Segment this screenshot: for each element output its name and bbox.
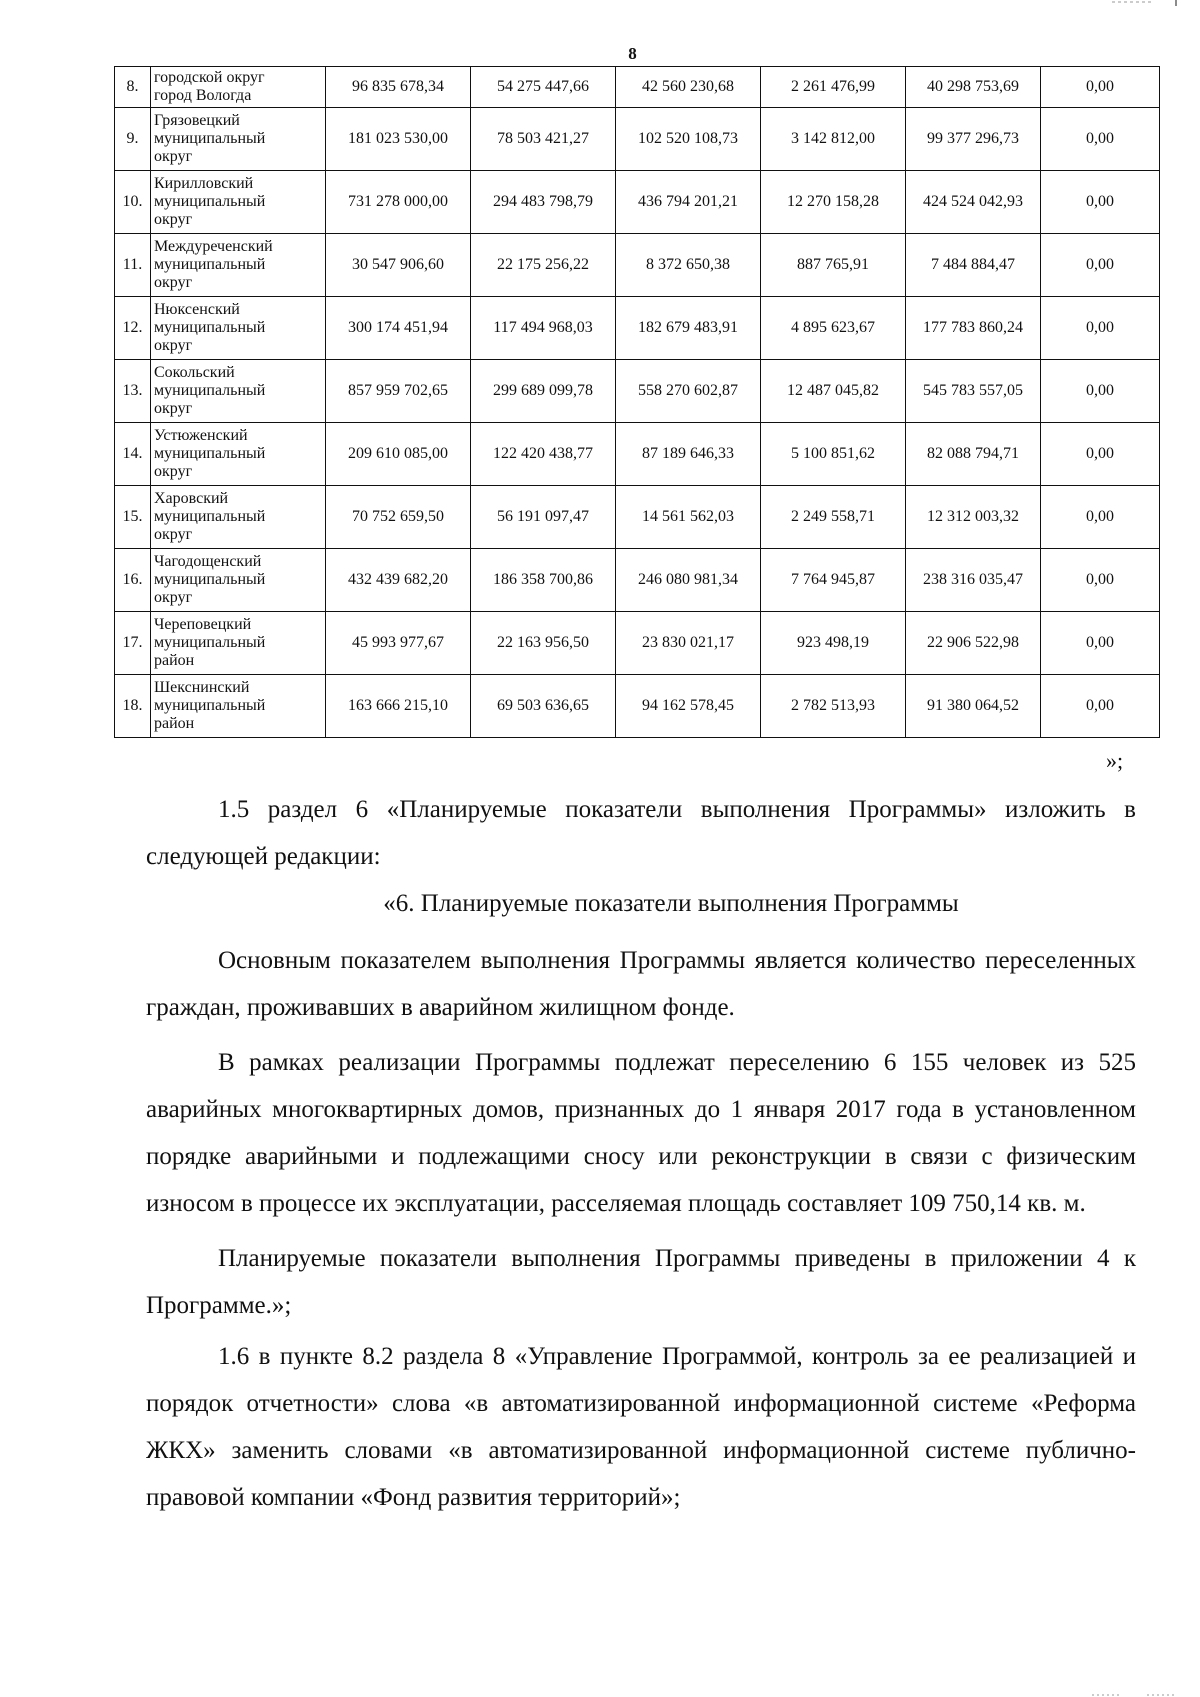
funding-table	[114, 66, 1160, 738]
row-number: 12.	[115, 297, 151, 360]
amount-cell: 300 174 451,94	[326, 297, 471, 360]
municipality-name-line: округ	[154, 148, 193, 165]
municipality-name-line: Чагодощенский	[154, 553, 262, 570]
municipality-name-line: Устюженский	[154, 427, 248, 444]
amount-cell: 54 275 447,66	[471, 67, 616, 108]
municipality-name-line: Кирилловский	[154, 175, 254, 192]
amount-cell: 40 298 753,69	[906, 67, 1041, 108]
municipality-name	[151, 297, 326, 360]
municipality-name-line: муниципальный	[154, 193, 266, 210]
amount-cell: 163 666 215,10	[326, 675, 471, 738]
amount-cell: 8 372 650,38	[616, 234, 761, 297]
amount-cell: 94 162 578,45	[616, 675, 761, 738]
amount-cell: 96 835 678,34	[326, 67, 471, 108]
municipality-name-line: муниципальный	[154, 445, 266, 462]
amount-cell: 0,00	[1041, 486, 1160, 549]
amount-cell: 102 520 108,73	[616, 108, 761, 171]
amount-cell: 22 175 256,22	[471, 234, 616, 297]
amount-cell: 299 689 099,78	[471, 360, 616, 423]
paragraph-main-indicator: Основным показателем выполнения Программы является количество переселенных граждан, проживавших в аварийном жилищном фонде.	[146, 947, 1136, 1021]
municipality-name	[151, 234, 326, 297]
municipality-name	[151, 549, 326, 612]
amount-cell: 45 993 977,67	[326, 612, 471, 675]
amount-cell: 181 023 530,00	[326, 108, 471, 171]
paragraph-indicators: Планируемые показатели выполнения Программы приведены в приложении 4 к Программе.»;	[146, 1245, 1136, 1319]
amount-cell: 12 487 045,82	[761, 360, 906, 423]
amount-cell: 30 547 906,60	[326, 234, 471, 297]
municipality-name-line: город Вологда	[154, 87, 252, 104]
amount-cell: 22 906 522,98	[906, 612, 1041, 675]
amount-cell: 7 484 884,47	[906, 234, 1041, 297]
municipality-name	[151, 423, 326, 486]
amount-cell: 0,00	[1041, 675, 1160, 738]
amount-cell: 2 249 558,71	[761, 486, 906, 549]
row-number: 10.	[115, 171, 151, 234]
municipality-name-line: муниципальный	[154, 319, 266, 336]
table-row	[115, 360, 1160, 423]
amount-cell: 5 100 851,62	[761, 423, 906, 486]
amount-cell: 545 783 557,05	[906, 360, 1041, 423]
amount-cell: 209 610 085,00	[326, 423, 471, 486]
paragraph-1-5: 1.5 раздел 6 «Планируемые показатели выполнения Программы» изложить в следующей редакции:	[146, 796, 1136, 870]
municipality-name	[151, 675, 326, 738]
municipality-name-line: округ	[154, 463, 193, 480]
municipality-name	[151, 67, 326, 108]
row-number: 13.	[115, 360, 151, 423]
municipality-name-line: Грязовецкий	[154, 112, 240, 129]
amount-cell: 78 503 421,27	[471, 108, 616, 171]
row-number: 8.	[115, 67, 151, 108]
amount-cell: 3 142 812,00	[761, 108, 906, 171]
amount-cell: 182 679 483,91	[616, 297, 761, 360]
amount-cell: 0,00	[1041, 67, 1160, 108]
municipality-name-line: Череповецкий	[154, 616, 252, 633]
municipality-name	[151, 360, 326, 423]
paragraph-resettlement: В рамках реализации Программы подлежат переселению 6 155 человек из 525 аварийных многоквартирных домов, признанных до 1 января 2017 года в установленном порядке аварийными и подлежащими сносу или реконструкции в связи с физическим износом в процессе их эксплуатации, расселяемая площадь составляет 109 750,14 кв. м.	[146, 1049, 1136, 1217]
municipality-name-line: муниципальный	[154, 508, 266, 525]
scan-mark-top	[1112, 0, 1182, 6]
municipality-name-line: район	[154, 715, 195, 732]
municipality-name-line: Сокольский	[154, 364, 235, 381]
municipality-name	[151, 486, 326, 549]
row-number: 11.	[115, 234, 151, 297]
municipality-name	[151, 612, 326, 675]
amount-cell: 117 494 968,03	[471, 297, 616, 360]
amount-cell: 99 377 296,73	[906, 108, 1041, 171]
paragraph-1-6: 1.6 в пункте 8.2 раздела 8 «Управление Программой, контроль за ее реализацией и порядок отчетности» слова «в автоматизированной информационной системе «Реформа ЖКХ» заменить словами «в автоматизированной информационной системе публично-правовой компании «Фонд развития территорий»;	[146, 1343, 1136, 1511]
table-row	[115, 486, 1160, 549]
amount-cell: 0,00	[1041, 549, 1160, 612]
municipality-name-line: муниципальный	[154, 256, 266, 273]
municipality-name-line: муниципальный	[154, 382, 266, 399]
municipality-name-line: Шекснинский	[154, 679, 250, 696]
amount-cell: 432 439 682,20	[326, 549, 471, 612]
table-row	[115, 549, 1160, 612]
amount-cell: 14 561 562,03	[616, 486, 761, 549]
row-number: 16.	[115, 549, 151, 612]
amount-cell: 294 483 798,79	[471, 171, 616, 234]
municipality-name-line: Междуреченский	[154, 238, 273, 255]
table-row	[115, 297, 1160, 360]
municipality-name-line: округ	[154, 526, 193, 543]
amount-cell: 0,00	[1041, 234, 1160, 297]
municipality-name-line: Нюксенский	[154, 301, 240, 318]
page-number: 8	[628, 44, 637, 63]
amount-cell: 4 895 623,67	[761, 297, 906, 360]
amount-cell: 923 498,19	[761, 612, 906, 675]
table-row	[115, 423, 1160, 486]
amount-cell: 91 380 064,52	[906, 675, 1041, 738]
table-row	[115, 67, 1160, 108]
table-row	[115, 612, 1160, 675]
amount-cell: 23 830 021,17	[616, 612, 761, 675]
municipality-name	[151, 108, 326, 171]
table-row	[115, 234, 1160, 297]
municipality-name-line: округ	[154, 589, 193, 606]
amount-cell: 246 080 981,34	[616, 549, 761, 612]
amount-cell: 0,00	[1041, 108, 1160, 171]
amount-cell: 0,00	[1041, 360, 1160, 423]
amount-cell: 12 270 158,28	[761, 171, 906, 234]
row-number: 9.	[115, 108, 151, 171]
municipality-name-line: муниципальный	[154, 634, 266, 651]
amount-cell: 87 189 646,33	[616, 423, 761, 486]
scan-mark-bottom	[1092, 1691, 1182, 1697]
amount-cell: 56 191 097,47	[471, 486, 616, 549]
municipality-name-line: район	[154, 652, 195, 669]
amount-cell: 22 163 956,50	[471, 612, 616, 675]
municipality-name-line: округ	[154, 337, 193, 354]
municipality-name-line: Харовский	[154, 490, 229, 507]
table-row	[115, 675, 1160, 738]
amount-cell: 2 782 513,93	[761, 675, 906, 738]
municipality-name-line: округ	[154, 274, 193, 291]
municipality-name-line: округ	[154, 400, 193, 417]
amount-cell: 0,00	[1041, 612, 1160, 675]
amount-cell: 42 560 230,68	[616, 67, 761, 108]
amount-cell: 731 278 000,00	[326, 171, 471, 234]
municipality-name	[151, 171, 326, 234]
row-number: 14.	[115, 423, 151, 486]
amount-cell: 7 764 945,87	[761, 549, 906, 612]
amount-cell: 2 261 476,99	[761, 67, 906, 108]
amount-cell: 82 088 794,71	[906, 423, 1041, 486]
municipality-name-line: округ	[154, 211, 193, 228]
municipality-name-line: муниципальный	[154, 571, 266, 588]
closing-quote: »;	[1106, 748, 1124, 773]
amount-cell: 558 270 602,87	[616, 360, 761, 423]
table-row	[115, 108, 1160, 171]
amount-cell: 122 420 438,77	[471, 423, 616, 486]
amount-cell: 436 794 201,21	[616, 171, 761, 234]
amount-cell: 70 752 659,50	[326, 486, 471, 549]
section-heading: «6. Планируемые показатели выполнения Программы	[383, 890, 959, 917]
amount-cell: 424 524 042,93	[906, 171, 1041, 234]
row-number: 17.	[115, 612, 151, 675]
amount-cell: 857 959 702,65	[326, 360, 471, 423]
municipality-name-line: муниципальный	[154, 130, 266, 147]
body-text	[146, 786, 1136, 1521]
amount-cell: 177 783 860,24	[906, 297, 1041, 360]
municipality-name-line: городской округ	[154, 69, 265, 86]
amount-cell: 0,00	[1041, 171, 1160, 234]
amount-cell: 238 316 035,47	[906, 549, 1041, 612]
amount-cell: 0,00	[1041, 423, 1160, 486]
amount-cell: 69 503 636,65	[471, 675, 616, 738]
amount-cell: 0,00	[1041, 297, 1160, 360]
amount-cell: 887 765,91	[761, 234, 906, 297]
municipality-name-line: муниципальный	[154, 697, 266, 714]
row-number: 18.	[115, 675, 151, 738]
table-body	[115, 67, 1160, 738]
row-number: 15.	[115, 486, 151, 549]
table-row	[115, 171, 1160, 234]
amount-cell: 12 312 003,32	[906, 486, 1041, 549]
amount-cell: 186 358 700,86	[471, 549, 616, 612]
